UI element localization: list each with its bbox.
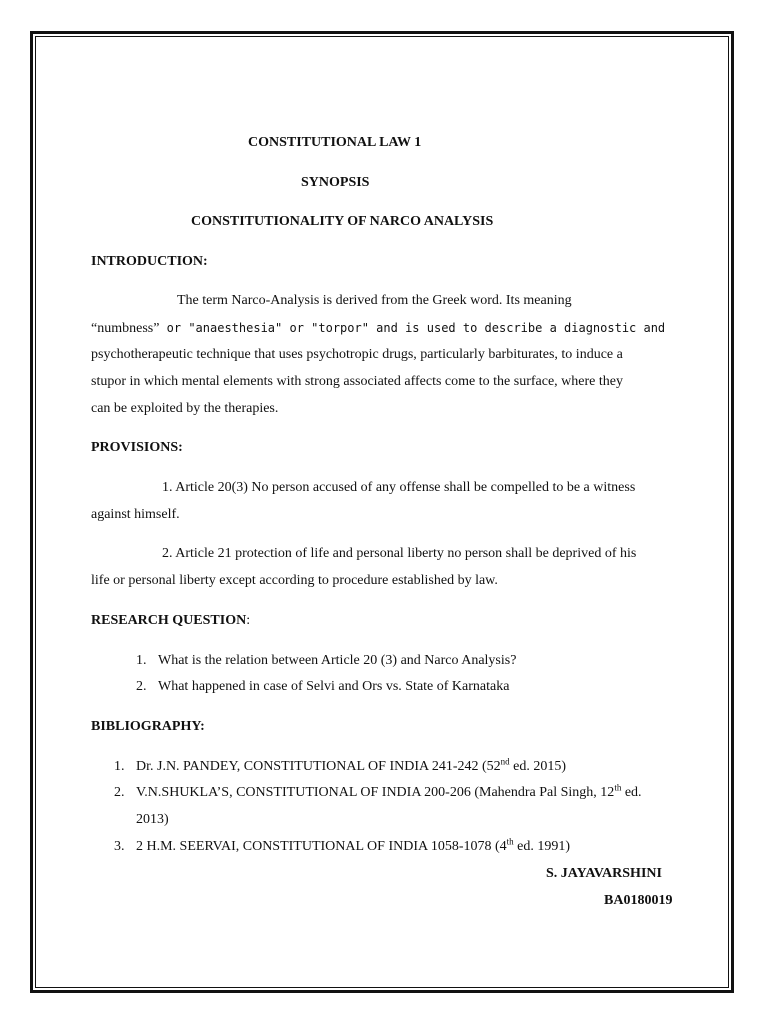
- bib-item-3-main: 2 H.M. SEERVAI, CONSTITUTIONAL OF INDIA 1058-1078 (4: [136, 839, 507, 854]
- research-item-1-number: 1.: [136, 653, 147, 668]
- course-title: CONSTITUTIONAL LAW 1: [248, 135, 422, 150]
- bib-item-1-main: Dr. J.N. PANDEY, CONSTITUTIONAL OF INDIA 241-242 (52: [136, 759, 501, 774]
- author-id: BA0180019: [604, 893, 673, 908]
- provisions-heading: PROVISIONS:: [91, 440, 183, 455]
- research-item-1-text: What is the relation between Article 20 (3) and Narco Analysis?: [158, 653, 517, 668]
- introduction-heading: INTRODUCTION:: [91, 254, 208, 269]
- bib-item-2-end: ed.: [621, 785, 642, 800]
- bibliography-heading: BIBLIOGRAPHY:: [91, 719, 205, 734]
- intro-line-5: can be exploited by the therapies.: [91, 401, 279, 416]
- bib-item-1-number: 1.: [114, 759, 125, 774]
- bib-item-3-text: [136, 838, 570, 856]
- provision-1-line-2: against himself.: [91, 507, 180, 522]
- intro-line-2-rest: or "anaesthesia" or "torpor" and is used to describe a diagnostic and: [159, 321, 666, 335]
- bib-item-2-sup: th: [614, 782, 622, 793]
- research-heading-colon: :: [246, 613, 251, 628]
- intro-line-4: stupor in which mental elements with strong associated affects come to the surface, where they: [91, 374, 623, 389]
- bib-item-2-text: [136, 784, 642, 802]
- research-question-heading: [91, 612, 250, 630]
- bib-item-1-sup: nd: [500, 756, 510, 767]
- research-item-2-number: 2.: [136, 679, 147, 694]
- bib-item-1-text: [136, 758, 566, 776]
- document-type: SYNOPSIS: [301, 175, 370, 190]
- author-name: S. JAYAVARSHINI: [546, 866, 662, 881]
- intro-line-3: psychotherapeutic technique that uses psychotropic drugs, particularly barbiturates, to induce a: [91, 347, 623, 362]
- provision-2-line-2: life or personal liberty except according to procedure established by law.: [91, 573, 498, 588]
- bib-item-1-end: ed. 2015): [509, 759, 567, 774]
- bib-item-3-end: ed. 1991): [513, 839, 571, 854]
- bib-item-3-number: 3.: [114, 839, 125, 854]
- document-title: CONSTITUTIONALITY OF NARCO ANALYSIS: [191, 214, 494, 229]
- research-item-2-text: What happened in case of Selvi and Ors vs. State of Karnataka: [158, 679, 510, 694]
- intro-line-1: The term Narco-Analysis is derived from the Greek word. Its meaning: [177, 293, 572, 308]
- bib-item-2-number: 2.: [114, 785, 125, 800]
- research-heading-text: RESEARCH QUESTION: [91, 613, 247, 628]
- bib-item-3-sup: th: [506, 836, 514, 847]
- provision-2-line-1: 2. Article 21 protection of life and personal liberty no person shall be deprived of his: [162, 546, 637, 561]
- bib-item-2-line-2: 2013): [136, 812, 169, 827]
- intro-line-2: [91, 319, 665, 338]
- intro-line-2-quote: “numbness”: [91, 321, 160, 336]
- bib-item-2-main: V.N.SHUKLA’S, CONSTITUTIONAL OF INDIA 200-206 (Mahendra Pal Singh, 12: [136, 785, 615, 800]
- provision-1-line-1: 1. Article 20(3) No person accused of any offense shall be compelled to be a witness: [162, 480, 636, 495]
